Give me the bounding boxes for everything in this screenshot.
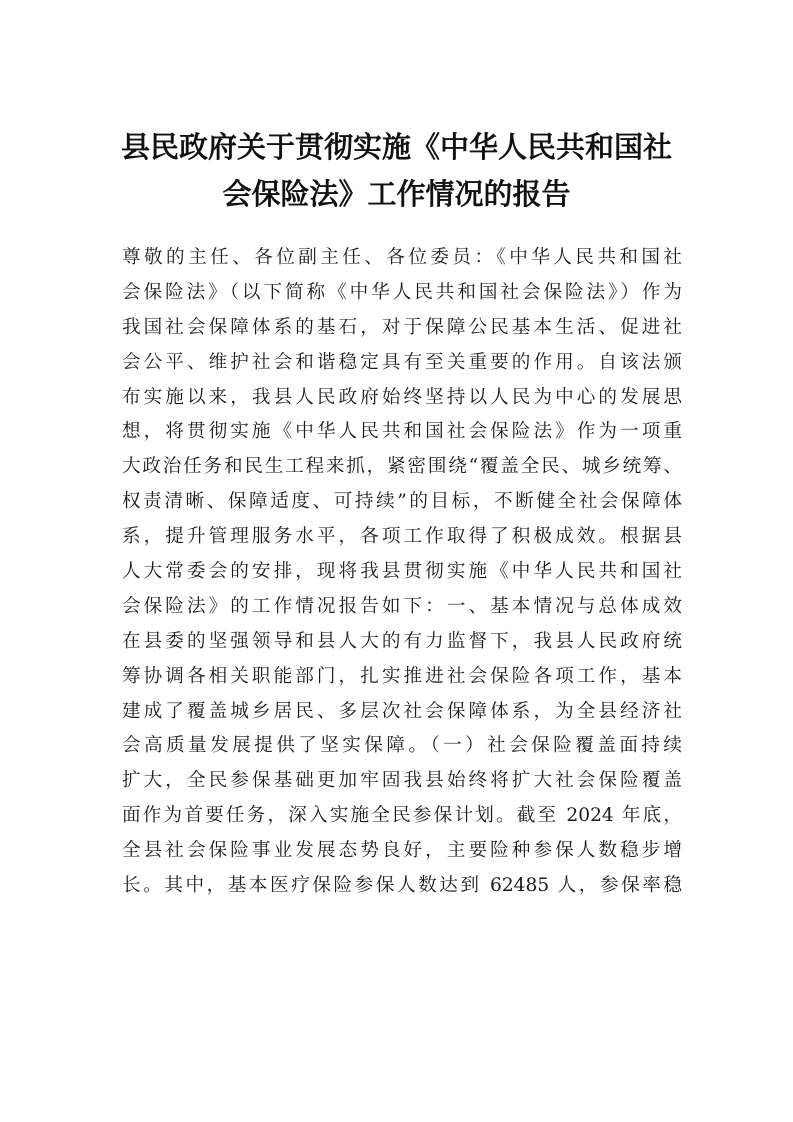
body-line: 想，将贯彻实施《中华人民共和国社会保险法》作为一项重	[122, 421, 682, 443]
body-line: 全县社会保险事业发展态势良好，主要险种参保人数稳步增	[122, 840, 682, 862]
title-line: 会保险法》工作情况的报告	[222, 177, 571, 211]
document-title	[100, 124, 693, 218]
body-line: 扩大，全民参保基础更加牢固我县始终将扩大社会保险覆盖	[122, 770, 682, 792]
body-line: 长。其中，基本医疗保险参保人数达到 62485 人，参保率稳	[122, 875, 682, 897]
body-line: 筹协调各相关职能部门，扎实推进社会保险各项工作，基本	[122, 665, 682, 687]
body-line: 面作为首要任务，深入实施全民参保计划。截至 2024 年底，	[122, 805, 682, 827]
body-line: 会保险法》的工作情况报告如下：一、基本情况与总体成效	[122, 595, 682, 617]
body-line: 系，提升管理服务水平，各项工作取得了积极成效。根据县	[122, 526, 682, 548]
body-line: 人大常委会的安排，现将我县贯彻实施《中华人民共和国社	[122, 561, 682, 583]
body-line: 会高质量发展提供了坚实保障。（一）社会保险覆盖面持续	[122, 735, 682, 757]
body-line: 尊敬的主任、各位副主任、各位委员：《中华人民共和国社	[122, 247, 682, 268]
title-line: 县民政府关于贯彻实施《中华人民共和国社	[120, 130, 672, 164]
body-line: 会公平、维护社会和谐稳定具有至关重要的作用。自该法颁	[122, 351, 682, 373]
body-line: 大政治任务和民生工程来抓，紧密围绕“覆盖全民、城乡统筹、	[122, 456, 682, 478]
document-body	[122, 241, 682, 904]
body-line: 建成了覆盖城乡居民、多层次社会保障体系，为全县经济社	[122, 700, 682, 722]
body-line: 权责清晰、保障适度、可持续”的目标，不断健全社会保障体	[122, 491, 682, 513]
body-line: 布实施以来，我县人民政府始终坚持以人民为中心的发展思	[122, 386, 682, 408]
body-line: 会保险法》（以下简称《中华人民共和国社会保险法》）作为	[122, 281, 682, 303]
body-line: 在县委的坚强领导和县人大的有力监督下，我县人民政府统	[122, 630, 682, 652]
body-line: 我国社会保障体系的基石，对于保障公民基本生活、促进社	[122, 316, 682, 338]
